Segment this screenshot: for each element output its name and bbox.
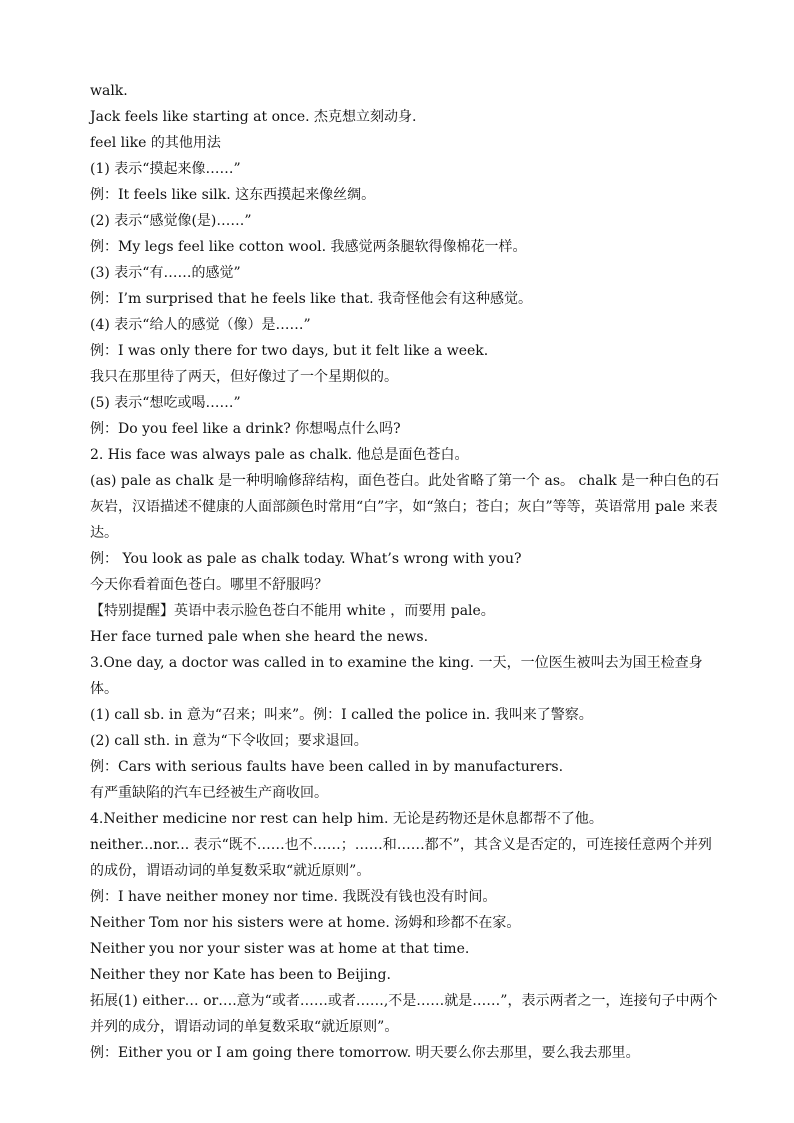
text-line: 我只在那里待了两天，但好像过了一个星期似的。 bbox=[90, 369, 398, 385]
text-paragraph: neither...nor... 表示“既不……也不……；……和……都不”，其含义是否定的，可连接任意两个并列的成份，谓语动词的单复数采取“就近原则”。 bbox=[90, 837, 712, 879]
text-line: 4.Neither medicine nor rest can help him. 无论是药物还是休息都帮不了他。 bbox=[90, 811, 603, 827]
text-line: Her face turned pale when she heard the news. bbox=[90, 629, 429, 645]
text-line: 例：I’m surprised that he feels like that. 我奇怪他会有这种感觉。 bbox=[90, 291, 532, 307]
text-line: (5) 表示“想吃或喝……” bbox=[90, 395, 241, 411]
text-line: 例：Do you feel like a drink? 你想喝点什么吗? bbox=[90, 421, 401, 437]
text-line: Neither Tom nor his sisters were at home. 汤姆和珍都不在家。 bbox=[90, 915, 521, 931]
document-body bbox=[90, 78, 720, 1066]
text-line: (1) call sb. in 意为“召来；叫来”。例：I called the police in. 我叫来了警察。 bbox=[90, 707, 593, 723]
text-paragraph: (as) pale as chalk 是一种明喻修辞结构，面色苍白。此处省略了第一个 as。 chalk 是一种白色的石灰岩，汉语描述不健康的人面部颜色时常用“白”字，如“煞白；苍白；灰白”等等，英语常用 pale 来表达。 bbox=[90, 473, 720, 541]
text-paragraph: 3.One day, a doctor was called in to examine the king. 一天，一位医生被叫去为国王检查身体。 bbox=[90, 655, 703, 697]
text-line: feel like 的其他用法 bbox=[90, 135, 221, 151]
text-line: Neither you nor your sister was at home at that time. bbox=[90, 941, 470, 957]
text-line: 今天你看着面色苍白。哪里不舒服吗？ bbox=[90, 577, 328, 593]
text-line: 例：Cars with serious faults have been called in by manufacturers. bbox=[90, 759, 564, 775]
text-line: 例：It feels like silk. 这东西摸起来像丝绸。 bbox=[90, 187, 376, 203]
text-line: (1) 表示“摸起来像……” bbox=[90, 161, 241, 177]
text-paragraph: 拓展(1) either… or….意为“或者……或者……,不是……就是……”，表示两者之一，连接句子中两个并列的成分，谓语动词的单复数采取“就近原则”。 bbox=[90, 993, 718, 1035]
text-line: (3) 表示“有……的感觉” bbox=[90, 265, 241, 281]
text-line: 例：I was only there for two days, but it felt like a week. bbox=[90, 343, 489, 359]
text-line: 【特别提醒】英语中表示脸色苍白不能用 white ，而要用 pale。 bbox=[90, 603, 495, 619]
text-line: 有严重缺陷的汽车已经被生产商收回。 bbox=[90, 785, 328, 801]
text-line: (4) 表示“给人的感觉（像）是……” bbox=[90, 317, 311, 333]
text-line: (2) call sth. in 意为“下令收回；要求退回。 bbox=[90, 733, 368, 749]
text-line: 例：I have neither money nor time. 我既没有钱也没有时间。 bbox=[90, 889, 497, 905]
text-line: 例：Either you or I am going there tomorrow. 明天要么你去那里，要么我去那里。 bbox=[90, 1045, 640, 1061]
text-line: (2) 表示“感觉像(是)……” bbox=[90, 213, 252, 229]
text-line: 例： You look as pale as chalk today. What’s wrong with you? bbox=[90, 551, 522, 567]
text-line: walk. bbox=[90, 83, 128, 99]
text-line: 例：My legs feel like cotton wool. 我感觉两条腿软得像棉花一样。 bbox=[90, 239, 527, 255]
text-line: Neither they nor Kate has been to Beijing. bbox=[90, 967, 391, 983]
text-line: 2. His face was always pale as chalk. 他总是面色苍白。 bbox=[90, 447, 469, 463]
text-line: Jack feels like starting at once. 杰克想立刻动身. bbox=[90, 109, 417, 125]
